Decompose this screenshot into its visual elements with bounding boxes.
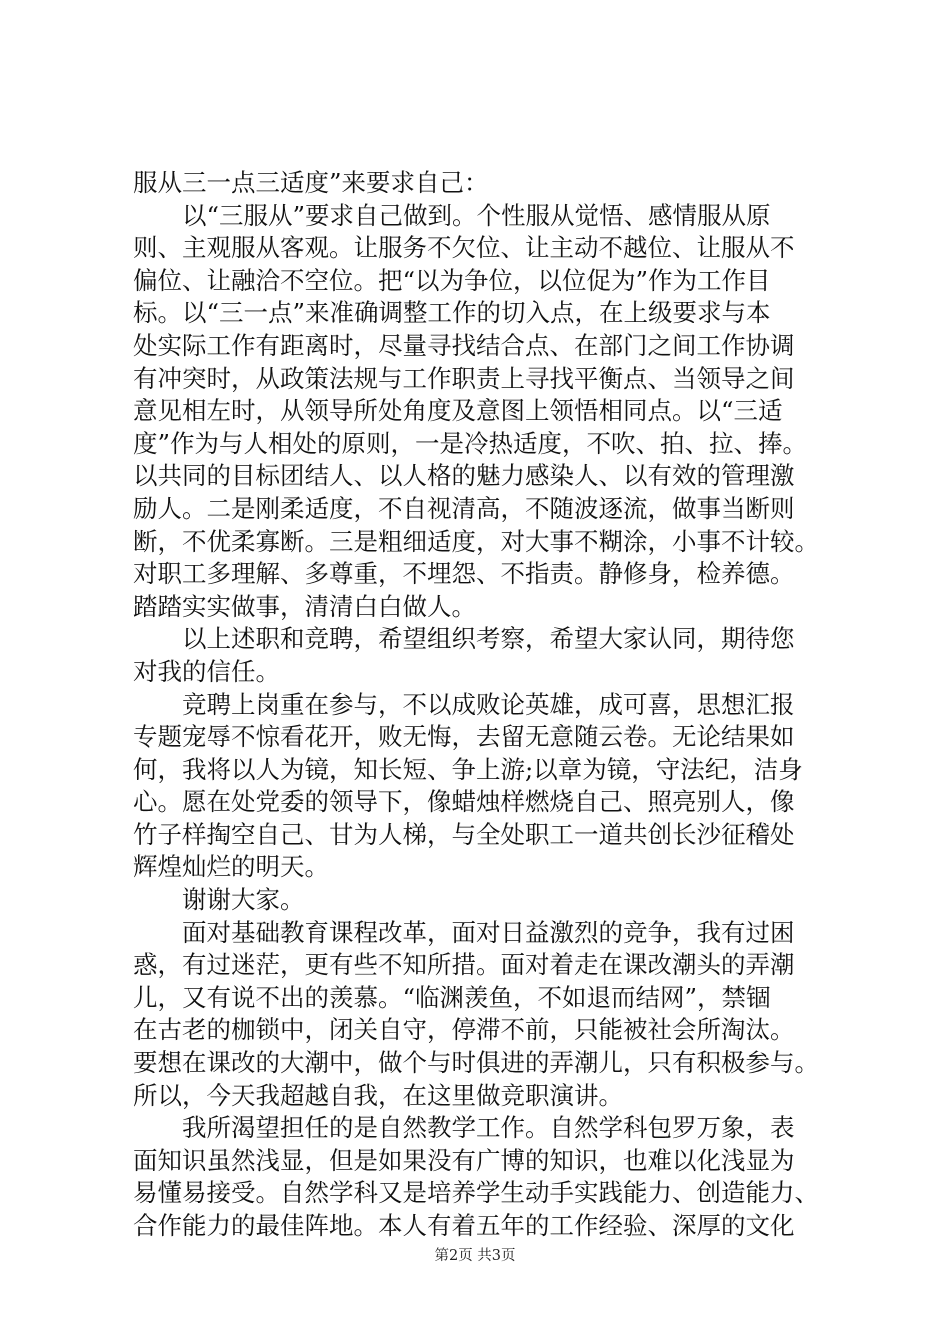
text-line: 励人。二是刚柔适度，不自视清高，不随波逐流，做事当断则 — [133, 493, 795, 523]
text-line: 对我的信任。 — [133, 656, 280, 686]
text-line: 谢谢大家。 — [182, 885, 305, 915]
text-line: 竞聘上岗重在参与，不以成败论英雄，成可喜，思想汇报 — [182, 689, 795, 719]
text-line: 竹子样掏空自己、甘为人梯，与全处职工一道共创长沙征稽处 — [133, 819, 795, 849]
text-line: 对职工多理解、多尊重，不埋怨、不指责。静修身，检养德。 — [133, 559, 795, 589]
text-line: 意见相左时，从领导所处角度及意图上领悟相同点。以“三适 — [133, 396, 783, 426]
text-line: 断，不优柔寡断。三是粗细适度，对大事不糊涂，小事不计较。 — [133, 526, 819, 556]
page-footer: 第2页 共3页 — [434, 1248, 516, 1264]
text-line: 儿，又有说不出的羡慕。“临渊羡鱼，不如退而结网”，禁锢 — [133, 982, 771, 1012]
text-line: 以上述职和竞聘，希望组织考察，希望大家认同，期待您 — [182, 624, 795, 654]
text-line: 惑，有过迷茫，更有些不知所措。面对着走在课改潮头的弄潮 — [133, 950, 795, 980]
text-line: 则、主观服从客观。让服务不欠位、让主动不越位、让服从不 — [133, 233, 795, 263]
text-line: 专题宠辱不惊看花开，败无悔，去留无意随云卷。无论结果如 — [133, 722, 795, 752]
text-line: 何，我将以人为镜，知长短、争上游;以章为镜，守法纪，洁身 — [133, 754, 803, 784]
text-line: 面知识虽然浅显，但是如果没有广博的知识，也难以化浅显为 — [133, 1145, 795, 1175]
text-line: 偏位、让融洽不空位。把“以为争位，以位促为”作为工作目 — [133, 265, 771, 295]
text-line: 服从三一点三适度”来要求自己： — [133, 168, 489, 197]
text-line: 我所渴望担任的是自然教学工作。自然学科包罗万象，表 — [182, 1113, 795, 1143]
text-line: 辉煌灿烂的明天。 — [133, 852, 329, 882]
text-line: 心。愿在处党委的领导下，像蜡烛样燃烧自己、照亮别人，像 — [133, 787, 795, 817]
text-line: 在古老的枷锁中，闭关自守，停滞不前，只能被社会所淘汰。 — [133, 1015, 795, 1045]
text-line: 处实际工作有距离时，尽量寻找结合点、在部门之间工作协调 — [133, 330, 795, 360]
text-line: 易懂易接受。自然学科又是培养学生动手实践能力、创造能力、 — [133, 1178, 819, 1208]
text-line: 度”作为与人相处的原则，一是冷热适度，不吹、拍、拉、捧。 — [133, 428, 808, 458]
text-line: 标。以“三一点”来准确调整工作的切入点，在上级要求与本 — [133, 298, 771, 328]
text-line: 面对基础教育课程改革，面对日益激烈的竞争，我有过困 — [182, 917, 795, 947]
text-line: 有冲突时，从政策法规与工作职责上寻找平衡点、当领导之间 — [133, 363, 795, 393]
text-line: 踏踏实实做事，清清白白做人。 — [133, 591, 476, 621]
text-line: 要想在课改的大潮中，做个与时俱进的弄潮儿，只有积极参与。 — [133, 1048, 819, 1078]
document-body — [133, 167, 853, 1243]
text-line: 以“三服从”要求自己做到。个性服从觉悟、感情服从原 — [182, 200, 771, 230]
text-line: 以共同的目标团结人、以人格的魅力感染人、以有效的管理激 — [133, 461, 795, 491]
text-line: 所以，今天我超越自我，在这里做竞职演讲。 — [133, 1080, 623, 1110]
text-line: 合作能力的最佳阵地。本人有着五年的工作经验、深厚的文化 — [133, 1211, 795, 1240]
